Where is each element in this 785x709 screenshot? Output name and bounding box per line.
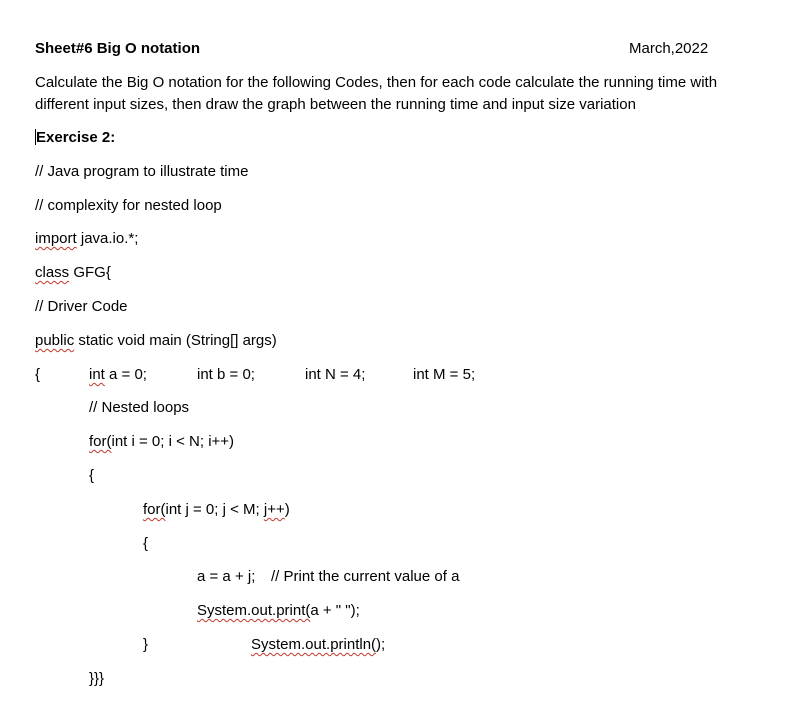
code-for-inner bbox=[143, 501, 290, 519]
exercise-heading-text: Exercise 2: bbox=[36, 129, 116, 146]
code-driver-comment: // Driver Code bbox=[35, 298, 128, 315]
print-rest: a + " "); bbox=[310, 602, 360, 619]
println-rest: ); bbox=[376, 636, 386, 653]
print-call: System.out.print( bbox=[197, 602, 311, 619]
class-keyword: class bbox=[35, 264, 70, 281]
main-rest: static void main (String[] args) bbox=[74, 332, 277, 349]
code-class-line bbox=[35, 264, 111, 282]
println-call: System.out.println( bbox=[251, 636, 377, 653]
code-println bbox=[251, 636, 385, 654]
exercise-heading bbox=[35, 129, 115, 147]
code-nested-comment: // Nested loops bbox=[89, 399, 190, 416]
code-main-line bbox=[35, 332, 277, 350]
code-comment-2: // complexity for nested loop bbox=[35, 197, 222, 214]
code-assign: a = a + j; bbox=[197, 568, 256, 585]
code-open-brace: { bbox=[35, 366, 41, 383]
code-inner-brace: { bbox=[143, 535, 149, 552]
instructions-line-1: Calculate the Big O notation for the following Codes, then for each code calculate the running time with bbox=[35, 74, 718, 91]
code-decl-a bbox=[89, 366, 147, 384]
sheet-date: March,2022 bbox=[629, 40, 709, 57]
for-outer-rest: int i = 0; i < N; i++) bbox=[111, 433, 235, 450]
code-inner-close: } bbox=[143, 636, 149, 653]
code-closing-braces: }}} bbox=[89, 670, 105, 687]
code-print bbox=[197, 602, 360, 620]
import-keyword: import bbox=[35, 230, 77, 247]
for-inner-mid: int j = 0; j < M; bbox=[165, 501, 264, 518]
code-for-outer bbox=[89, 433, 234, 451]
code-comment-1: // Java program to illustrate time bbox=[35, 163, 249, 180]
code-import-line bbox=[35, 230, 138, 248]
for-inner-close: ) bbox=[284, 501, 290, 518]
instructions-line-2: different input sizes, then draw the graph between the running time and input size variation bbox=[35, 96, 636, 113]
class-rest: GFG{ bbox=[69, 264, 111, 281]
for-inner-keyword: for( bbox=[143, 501, 166, 518]
code-decl-b: int b = 0; bbox=[197, 366, 255, 383]
for-outer-keyword: for( bbox=[89, 433, 112, 450]
int-keyword: int bbox=[89, 366, 105, 383]
import-rest: java.io.*; bbox=[76, 230, 139, 247]
code-assign-comment: // Print the current value of a bbox=[271, 568, 460, 585]
code-outer-brace: { bbox=[89, 467, 95, 484]
public-keyword: public bbox=[35, 332, 75, 349]
for-inner-increment: j++ bbox=[263, 501, 285, 518]
code-decl-n: int N = 4; bbox=[305, 366, 366, 383]
decl-a-rest: a = 0; bbox=[104, 366, 147, 383]
sheet-title: Sheet#6 Big O notation bbox=[35, 40, 201, 57]
code-decl-m: int M = 5; bbox=[413, 366, 476, 383]
